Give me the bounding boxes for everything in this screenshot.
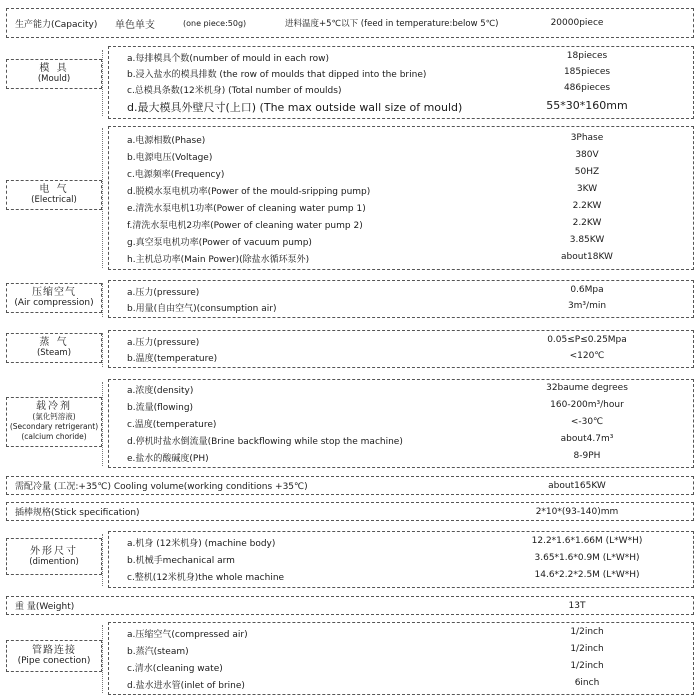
mould-label <box>6 59 102 89</box>
pipe-key: b.蒸汽(steam) <box>127 647 189 657</box>
stick-value: 2*10*(93-140)mm <box>535 506 619 517</box>
refrigerant-label-en: (Secondary retrigerant) <box>9 422 99 431</box>
mould-key: a.每排模具个数(number of mould in each row) <box>127 54 329 64</box>
dimension-value: 3.65*1.6*0.9M (L*W*H) <box>534 553 640 563</box>
air-section <box>108 280 694 318</box>
capacity-feed: 进料温度+5℃以下 (feed in temperature:below 5℃) <box>285 19 499 29</box>
pipe-label <box>6 640 102 672</box>
refrigerant-key: a.浓度(density) <box>127 386 194 396</box>
capacity-label: 生产能力(Capacity) <box>15 19 98 30</box>
air-key: a.压力(pressure) <box>127 288 200 298</box>
pipe-key: d.盐水进水管(inlet of brine) <box>127 681 245 691</box>
refrigerant-key: b.流量(flowing) <box>127 403 194 413</box>
refrigerant-value: 8-9PH <box>573 451 601 461</box>
weight-label: 重 量(Weight) <box>15 602 75 612</box>
refrigerant-key: c.温度(temperature) <box>127 420 217 430</box>
refrigerant-label-zh2: (氯化钙溶液) <box>32 412 76 421</box>
air-label-en: (Air compression) <box>14 298 94 308</box>
dimension-section <box>108 531 694 588</box>
refrigerant-label-en2: (calcium choride) <box>21 432 87 441</box>
mould-value: 185pieces <box>563 67 611 77</box>
electrical-key: d.脱模水泵电机功率(Power of the mould-sripping pump) <box>127 187 371 197</box>
mould-value: 55*30*160mm <box>546 99 628 112</box>
mould-value: 18pieces <box>566 51 608 61</box>
mould-key: d.最大模具外壁尺寸(上口) (The max outside wall size of mould) <box>127 101 463 114</box>
pipe-label-zh: 管路连接 <box>32 645 76 656</box>
air-value: 3m³/min <box>567 301 607 311</box>
refrigerant-key: d.停机时盐水倒流量(Brine backflowing while stop the machine) <box>127 437 403 447</box>
electrical-key: e.清洗水泵电机1功率(Power of cleaning water pump 1) <box>127 204 366 214</box>
mould-section <box>108 46 694 119</box>
pipe-value: 6inch <box>574 678 600 688</box>
electrical-key: c.电源频率(Frequency) <box>127 170 225 180</box>
refrigerant-label <box>6 397 102 447</box>
pipe-key: a.压缩空气(compressed air) <box>127 630 248 640</box>
refrigerant-value: 32baume degrees <box>546 383 628 393</box>
air-label-zh: 压缩空气 <box>32 287 76 298</box>
weight-value: 13T <box>568 600 586 611</box>
electrical-section <box>108 126 694 270</box>
pipe-label-en: (Pipe conection) <box>17 656 91 666</box>
pipe-value: 1/2inch <box>570 644 604 654</box>
refrigerant-value: about4.7m³ <box>560 434 614 444</box>
refrigerant-value: <-30℃ <box>570 417 604 427</box>
electrical-label <box>6 180 102 210</box>
dimension-value: 14.6*2.2*2.5M (L*W*H) <box>534 570 640 580</box>
steam-key: a.压力(pressure) <box>127 338 200 348</box>
electrical-label-zh: 电 气 <box>39 184 69 195</box>
capacity-piece: (one piece:50g) <box>183 18 247 28</box>
refrigerant-label-zh: 载冷剂 <box>36 401 72 412</box>
dimension-key: b.机械手mechanical arm <box>127 556 235 566</box>
capacity-row <box>6 8 694 38</box>
steam-value: 0.05≤P≤0.25Mpa <box>547 335 627 345</box>
pipe-value: 1/2inch <box>570 627 604 637</box>
electrical-value: 380V <box>575 150 599 160</box>
pipe-section <box>108 622 694 695</box>
electrical-value: 2.2KW <box>572 201 602 211</box>
electrical-key: g.真空泵电机功率(Power of vacuum pump) <box>127 238 312 248</box>
mould-key: c.总模具条数(12米机身) (Total number of moulds) <box>127 86 342 96</box>
capacity-single: 单色单支 <box>115 19 155 31</box>
electrical-key: b.电源电压(Voltage) <box>127 153 213 163</box>
cooling-label: 需配冷量 (工况:+35℃) Cooling volume(working conditions +35℃) <box>15 482 308 492</box>
electrical-key: a.电源相数(Phase) <box>127 136 206 146</box>
dimension-label-en: (dimention) <box>29 556 79 567</box>
electrical-key: f.清洗水泵电机2功率(Power of cleaning water pump 2) <box>127 221 363 231</box>
pipe-value: 1/2inch <box>570 661 604 671</box>
mould-label-en: (Mould) <box>37 74 71 84</box>
electrical-value: 3KW <box>576 184 598 194</box>
steam-key: b.温度(temperature) <box>127 354 218 364</box>
electrical-label-en: (Electrical) <box>31 195 77 205</box>
electrical-key: h.主机总功率(Main Power)(除盐水循环泵外) <box>127 255 310 265</box>
weight-row <box>6 596 694 615</box>
electrical-value: 2.2KW <box>572 218 602 228</box>
refrigerant-section <box>108 379 694 468</box>
steam-label-zh: 蒸 气 <box>39 337 69 348</box>
air-key: b.用量(自由空气)(consumption air) <box>127 304 277 314</box>
pipe-key: c.清水(cleaning wate) <box>127 664 223 674</box>
dimension-label-zh: 外形尺寸 <box>30 545 78 557</box>
air-value: 0.6Mpa <box>570 285 604 295</box>
mould-label-zh: 模 具 <box>39 63 69 74</box>
mould-value: 486pieces <box>563 83 611 93</box>
dimension-value: 12.2*1.6*1.66M (L*W*H) <box>531 536 643 546</box>
electrical-value: 3Phase <box>570 133 604 143</box>
electrical-value: 3.85KW <box>569 235 605 245</box>
electrical-value: 50HZ <box>574 167 600 177</box>
electrical-value: about18KW <box>561 252 613 262</box>
cooling-row <box>6 476 694 495</box>
dimension-key: a.机身 (12米机身) (machine body) <box>127 539 276 549</box>
dimension-key: c.整机(12米机身)the whole machine <box>127 573 285 583</box>
steam-label <box>6 333 102 363</box>
dimension-label <box>6 538 102 575</box>
refrigerant-key: e.盐水的酸碱度(PH) <box>127 454 209 464</box>
stick-row <box>6 502 694 521</box>
mould-key: b.浸入盐水的模具排数 (the row of moulds that dipped into the brine) <box>127 70 427 80</box>
steam-section <box>108 330 694 368</box>
stick-label: 插棒规格(Stick specification) <box>15 508 140 518</box>
capacity-value: 20000piece <box>550 18 604 28</box>
air-label <box>6 283 102 313</box>
cooling-value: about165KW <box>548 480 606 491</box>
steam-value: <120℃ <box>569 351 605 361</box>
refrigerant-value: 160-200m³/hour <box>550 400 624 410</box>
steam-label-en: (Steam) <box>36 348 72 358</box>
